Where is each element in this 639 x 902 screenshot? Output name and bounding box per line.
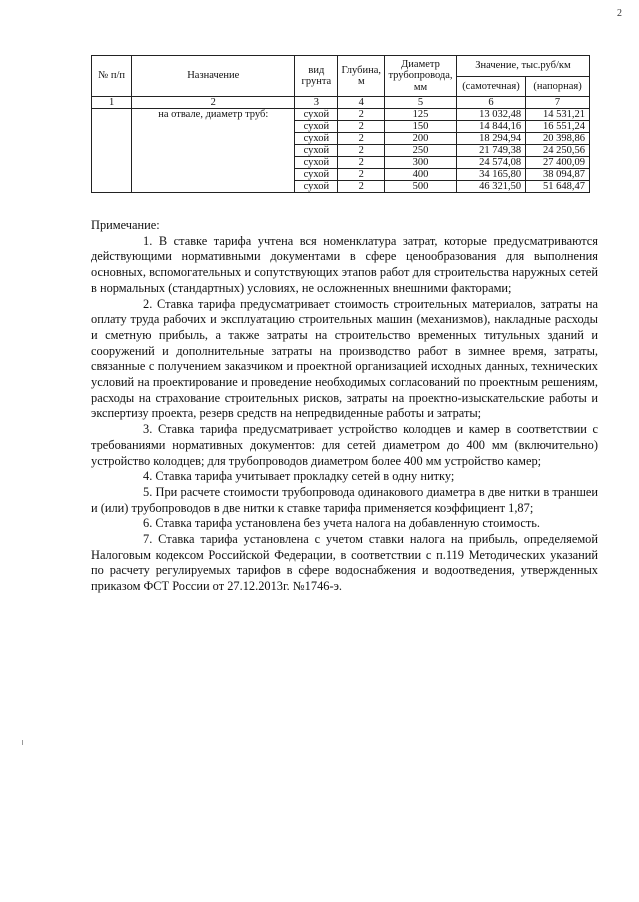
cell-diameter: 500 (385, 181, 457, 193)
header-soil: вид грунта (295, 56, 338, 97)
cell-diameter: 300 (385, 157, 457, 169)
cell-gravity: 14 844,16 (456, 121, 525, 133)
note-item: 6. Ставка тарифа установлена без учета налога на добавленную стоимость. (143, 516, 541, 531)
page-number: 2 (617, 8, 622, 19)
table-index-row (92, 97, 590, 109)
table-header-row (92, 56, 590, 77)
header-value: Значение, тыс.руб/км (456, 56, 589, 77)
cell-diameter: 400 (385, 169, 457, 181)
scan-speck (22, 740, 23, 745)
header-no: № п/п (92, 56, 132, 97)
cell-diameter: 125 (385, 109, 457, 121)
cell-soil: сухой (295, 133, 338, 145)
cell-pressure: 16 551,24 (526, 121, 590, 133)
cell-depth: 2 (338, 145, 385, 157)
table-row (92, 109, 590, 121)
index-cell: 1 (92, 97, 132, 109)
index-cell: 2 (132, 97, 295, 109)
index-cell: 7 (526, 97, 590, 109)
index-cell: 6 (456, 97, 525, 109)
index-cell: 3 (295, 97, 338, 109)
note-item: 2. Ставка тарифа предусматривает стоимость строительных материалов, затраты на оплату труда рабочих и эксплуатацию строительных машин (механизмов), накладные расходы и сметную прибыль, а также затраты на строительство временных титульных зданий и сооружений и дополнительные затраты на производство работ в зимнее время, затраты, связанные с получением заказчиком и проектной организацией исходных данных, технических условий на проектирование и проведение необходимых согласований по проектным решениям, расходы на страхование строительных рисков, затраты на проектно-изыскательские работы и экспертизу проекта, резерв средств на непредвиденные работы и затраты; (91, 296, 598, 421)
cell-pressure: 27 400,09 (526, 157, 590, 169)
header-gravity: (самотечная) (456, 76, 525, 97)
note-item: 1. В ставке тарифа учтена вся номенклатура затрат, которые предусматриваются действующими нормативными документами в сфере ценообразования для выполнения основных, вспомогательных и сопутствующих этапов работ для строительства наружных сетей в нормальных (стандартных) условиях, не осложненных внешними факторами; (91, 233, 598, 295)
header-purpose: Назначение (132, 56, 295, 97)
cell-soil: сухой (295, 169, 338, 181)
notes-section (91, 218, 598, 595)
header-diameter: Диаметр трубопровода, мм (385, 56, 457, 97)
cell-soil: сухой (295, 145, 338, 157)
cell-depth: 2 (338, 181, 385, 193)
cell-soil: сухой (295, 109, 338, 121)
cell-soil: сухой (295, 157, 338, 169)
cell-gravity: 24 574,08 (456, 157, 525, 169)
cell-pressure: 20 398,86 (526, 133, 590, 145)
note-item: 5. При расчете стоимости трубопровода одинакового диаметра в две нитки в траншеи и (или) трубопроводов в две нитки к ставке тарифа применяется коэффициент 1,87; (91, 484, 598, 515)
cell-gravity: 21 749,38 (456, 145, 525, 157)
cell-depth: 2 (338, 121, 385, 133)
cell-diameter: 250 (385, 145, 457, 157)
cell-pressure: 14 531,21 (526, 109, 590, 121)
index-cell: 5 (385, 97, 457, 109)
cell-pressure: 51 648,47 (526, 181, 590, 193)
tariff-table (91, 55, 590, 193)
cell-soil: сухой (295, 121, 338, 133)
cell-no (92, 109, 132, 193)
cell-gravity: 34 165,80 (456, 169, 525, 181)
cell-depth: 2 (338, 133, 385, 145)
cell-purpose: на отвале, диаметр труб: (132, 109, 295, 193)
cell-diameter: 200 (385, 133, 457, 145)
cell-soil: сухой (295, 181, 338, 193)
note-item: 7. Ставка тарифа установлена с учетом ставки налога на прибыль, определяемой Налоговым кодексом Российской Федерации, в соответствии с п.119 Методических указаний по расчету регулируемых тарифов в сфере водоснабжения и водоотведения, утвержденных приказом ФСТ России от 27.12.2013г. №1746-э. (91, 532, 598, 594)
cell-diameter: 150 (385, 121, 457, 133)
cell-gravity: 13 032,48 (456, 109, 525, 121)
cell-depth: 2 (338, 169, 385, 181)
header-depth: Глубина, м (338, 56, 385, 97)
cell-pressure: 38 094,87 (526, 169, 590, 181)
cell-depth: 2 (338, 109, 385, 121)
cell-pressure: 24 250,56 (526, 145, 590, 157)
cell-gravity: 18 294,94 (456, 133, 525, 145)
cell-gravity: 46 321,50 (456, 181, 525, 193)
note-item: 4. Ставка тарифа учитывает прокладку сетей в одну нитку; (143, 469, 455, 484)
note-item: 3. Ставка тарифа предусматривает устройство колодцев и камер в соответствии с требованиями нормативных документов: для сетей диаметром до 400 мм (включительно) устройство колодцев; для трубопроводов диаметром более 400 мм устройство камер; (91, 422, 598, 468)
notes-title: Примечание: (91, 218, 160, 232)
index-cell: 4 (338, 97, 385, 109)
cell-depth: 2 (338, 157, 385, 169)
header-pressure: (напорная) (526, 76, 590, 97)
